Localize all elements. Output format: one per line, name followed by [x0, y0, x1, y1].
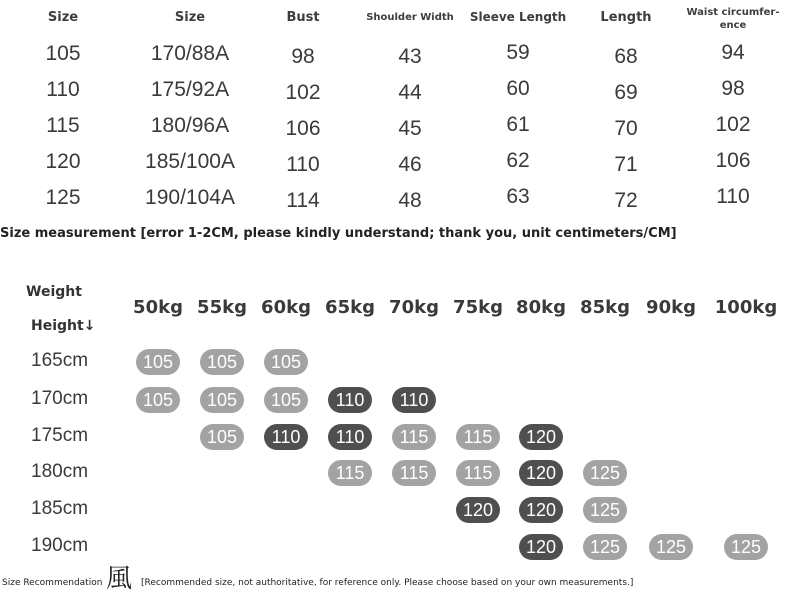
size-table-header: Size	[47, 10, 79, 25]
weight-column-label: 80kg	[516, 297, 566, 318]
size-badge: 120	[519, 497, 563, 523]
measurement-note: Size measurement [error 1-2CM, please kindly understand; thank you, unit centimeters/CM]	[0, 226, 677, 241]
size-badge: 110	[264, 424, 308, 450]
size-table-cell: 48	[398, 189, 422, 212]
size-table-cell: 63	[506, 185, 530, 208]
height-label-group	[31, 318, 95, 334]
size-table-cell: 106	[715, 149, 751, 172]
size-badge: 110	[392, 387, 436, 413]
size-table-cell: 94	[721, 41, 745, 64]
size-table-cell: 170/88A	[150, 42, 230, 65]
size-table-cell: 102	[285, 81, 321, 104]
footer-note: [Recommended size, not authoritative, for reference only. Please choose based on your own measurements.]	[141, 578, 634, 588]
weight-column-label: 55kg	[197, 297, 247, 318]
size-table-cell: 45	[398, 117, 422, 140]
size-table-cell: 68	[614, 45, 638, 68]
size-table-header: Length	[600, 10, 652, 25]
size-table-cell: 106	[285, 117, 321, 140]
height-row-label: 165cm	[31, 350, 89, 371]
weight-column-label: 100kg	[714, 297, 778, 318]
size-table-cell: 43	[398, 45, 422, 68]
size-table-cell: 72	[614, 189, 638, 212]
size-badge: 105	[136, 387, 180, 413]
size-badge: 115	[456, 460, 500, 486]
height-row-label: 170cm	[31, 388, 89, 409]
size-badge: 125	[724, 534, 768, 560]
size-table-cell: 44	[398, 81, 422, 104]
size-badge: 120	[456, 497, 500, 523]
size-badge: 105	[264, 349, 308, 375]
weight-column-label: 90kg	[646, 297, 696, 318]
size-badge: 125	[649, 534, 693, 560]
weight-label: Weight	[26, 284, 82, 300]
size-badge: 115	[392, 460, 436, 486]
size-table-cell: 71	[614, 153, 638, 176]
size-badge: 120	[519, 424, 563, 450]
size-badge: 125	[583, 497, 627, 523]
size-table-header: Sleeve Length	[469, 10, 567, 24]
weight-column-label: 60kg	[261, 297, 311, 318]
size-table-cell: 110	[716, 185, 750, 208]
size-table-cell: 114	[286, 189, 320, 212]
height-row-label: 175cm	[31, 425, 89, 446]
height-label: Height	[31, 318, 84, 334]
weight-column-label: 50kg	[133, 297, 183, 318]
height-row-label: 190cm	[31, 535, 89, 556]
size-table-cell: 110	[286, 153, 320, 176]
size-badge: 105	[200, 349, 244, 375]
weight-column-label: 85kg	[580, 297, 630, 318]
size-badge: 105	[200, 424, 244, 450]
size-badge: 105	[136, 349, 180, 375]
size-badge: 120	[519, 534, 563, 560]
size-table-cell: 105	[45, 42, 81, 65]
height-row-label: 180cm	[31, 461, 89, 482]
size-table-cell: 98	[291, 45, 315, 68]
weight-column-label: 75kg	[453, 297, 503, 318]
size-table-cell: 110	[46, 78, 80, 101]
size-table-cell: 180/96A	[150, 114, 230, 137]
wind-glyph-icon: 風	[106, 564, 133, 594]
size-table-cell: 125	[45, 186, 81, 209]
size-table-cell: 61	[506, 113, 530, 136]
size-table-cell: 120	[45, 150, 81, 173]
weight-column-label: 70kg	[389, 297, 439, 318]
size-table-header: Bust	[286, 10, 320, 25]
size-table-cell: 69	[614, 81, 638, 104]
size-badge: 120	[519, 460, 563, 486]
size-table-cell: 115	[46, 114, 80, 137]
footer-label: Size Recommendation	[2, 578, 103, 588]
size-table-cell: 62	[506, 149, 530, 172]
size-table-cell: 60	[506, 77, 530, 100]
size-table-cell: 102	[715, 113, 751, 136]
size-table-cell: 98	[721, 77, 745, 100]
size-badge: 125	[583, 534, 627, 560]
size-badge: 115	[392, 424, 436, 450]
size-badge: 115	[456, 424, 500, 450]
size-badge: 115	[328, 460, 372, 486]
size-table-cell: 175/92A	[150, 78, 230, 101]
weight-column-label: 65kg	[325, 297, 375, 318]
size-table-cell: 46	[398, 153, 422, 176]
height-row-label: 185cm	[31, 498, 89, 519]
size-table-header: Size	[174, 10, 206, 25]
down-arrow-icon: ↓	[83, 318, 96, 334]
size-table-cell: 185/100A	[145, 150, 235, 173]
size-table-cell: 190/104A	[145, 186, 235, 209]
size-table-header: Waist circumfer-ence	[686, 7, 780, 31]
size-badge: 125	[583, 460, 627, 486]
size-table-cell: 59	[506, 41, 530, 64]
size-table-header: Shoulder Width	[366, 12, 454, 23]
size-badge: 105	[264, 387, 308, 413]
size-badge: 110	[328, 387, 372, 413]
size-badge: 110	[328, 424, 372, 450]
size-table-cell: 70	[614, 117, 638, 140]
size-badge: 105	[200, 387, 244, 413]
